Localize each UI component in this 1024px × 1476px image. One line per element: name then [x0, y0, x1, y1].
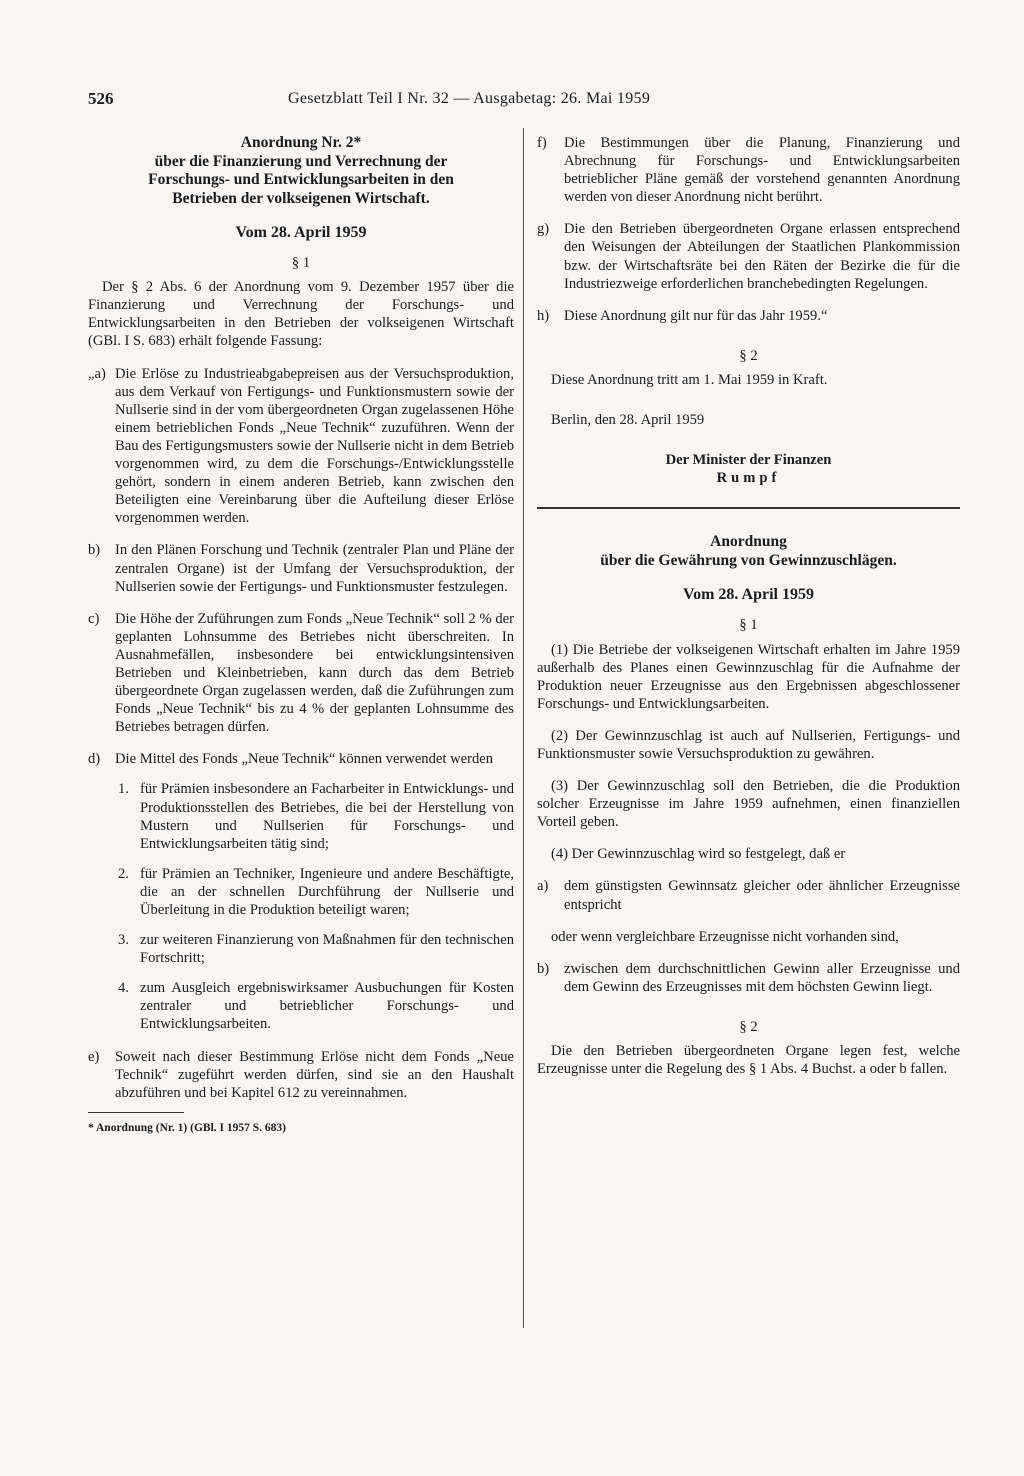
- title-line: über die Finanzierung und Verrechnung der: [154, 152, 448, 170]
- column-divider: [523, 128, 524, 1328]
- item-label: b): [88, 542, 101, 559]
- place-date: Berlin, den 28. April 1959: [551, 412, 705, 429]
- item-label: d): [88, 751, 101, 768]
- list-item: [88, 610, 514, 737]
- list-item: [537, 877, 960, 913]
- item-text: In den Plänen Forschung und Technik (zentraler Plan und Pläne der zentralen Organe) ist der Umfang der Versuchsproduktion, der Nullserien sowie der Fertigungs- und Funktionsmuster festzulegen.: [115, 542, 514, 595]
- item-label: c): [88, 610, 100, 627]
- intro-paragraph: Der § 2 Abs. 6 der Anordnung vom 9. Dezember 1957 über die Finanzierung und Verrechnung der Forschungs- und Entwicklungsarbeiten in den Betrieben der volkseigenen Wirtschaft (GBl. I S. 683) erhält folgende Fassung:: [88, 279, 514, 350]
- footnote: * Anordnung (Nr. 1) (GBl. I 1957 S. 683): [88, 1121, 286, 1134]
- list-item: [88, 541, 514, 595]
- item-text: Die Höhe der Zuführungen zum Fonds „Neue Technik“ soll 2 % der geplanten Lohnsumme des Betriebes nicht überschreiten. In Ausnahmefällen, insbesondere bei entwicklungsintensiven Betrieben und Kleinbetrieben, kann durch das dem Betrieb übergeordnete Organ zugelassen werden, daß die Zuführungen zum Fonds „Neue Technik“ bis zu 4 % der geplanten Lohnsumme des Betriebes betragen dürfen.: [115, 610, 514, 736]
- left-column: [88, 134, 514, 1137]
- sub-item: [88, 780, 514, 852]
- section-separator: [537, 507, 960, 509]
- item-label: a): [537, 878, 549, 895]
- list-item: [537, 134, 960, 206]
- paragraph: Die den Betrieben übergeordneten Organe legen fest, welche Erzeugnisse unter die Regelung des § 1 Abs. 4 Buchst. a oder b fallen.: [537, 1043, 960, 1078]
- item-label: h): [537, 307, 550, 324]
- sub-item-label: 4.: [118, 980, 129, 997]
- page-header: [88, 90, 960, 114]
- title-line: über die Gewährung von Gewinnzuschlägen.: [600, 551, 897, 569]
- list-item: [88, 750, 514, 768]
- sub-item-label: 2.: [118, 865, 129, 882]
- running-title: Gesetzblatt Teil I Nr. 32 — Ausgabetag: 26. Mai 1959: [288, 90, 651, 107]
- sub-item-label: 1.: [118, 781, 129, 798]
- ordinance-date-2: Vom 28. April 1959: [683, 586, 814, 604]
- sub-item-text: zur weiteren Finanzierung von Maßnahmen für den technischen Fortschritt;: [140, 932, 514, 967]
- footnote-rule: [88, 1112, 184, 1113]
- list-item: [537, 307, 960, 325]
- item-label: g): [537, 221, 550, 238]
- ordinance-title: [88, 134, 514, 208]
- item-text: zwischen dem durchschnittlichen Gewinn aller Erzeugnisse und dem Gewinn des Erzeugnisses mit dem höchsten Gewinn liegt.: [564, 960, 960, 995]
- paragraph: (4) Der Gewinnzuschlag wird so festgelegt, daß er: [551, 846, 846, 863]
- minister-title: Der Minister der Finanzen: [665, 452, 832, 469]
- item-text: Die den Betrieben übergeordneten Organe erlassen entsprechend den Weisungen der Abteilungen der Staatlichen Plankommission bzw. der Wirtschaftsräte bei den Räten der Bezirke die für die Industriezweige erforderlichen branchebedingten Regelungen.: [564, 221, 960, 292]
- sub-item: [88, 979, 514, 1033]
- item-label: b): [537, 960, 550, 977]
- sub-item-text: zum Ausgleich ergebniswirksamer Ausbuchungen für Kosten zentraler und betrieblicher Forschungs- und Entwicklungsarbeiten.: [140, 980, 514, 1033]
- sub-item-label: 3.: [118, 932, 129, 949]
- item-text: Die Bestimmungen über die Planung, Finanzierung und Abrechnung für Forschungs- und Entwicklungsarbeiten betrieblicher Pläne gemäß der vorstehend genannten Anordnung werden von dieser Anordnung nicht berührt.: [564, 135, 960, 206]
- list-item: [88, 365, 514, 528]
- item-text: Die Mittel des Fonds „Neue Technik“ können verwendet werden: [115, 751, 494, 768]
- right-column: [537, 134, 960, 1078]
- sub-item-text: für Prämien insbesondere an Facharbeiter in Entwicklungs- und Produktionsstellen des Betriebes, die bei der Herstellung von Mustern und Nullserien für Forschungs- und Entwicklungsarbeiten tätig sind;: [140, 781, 514, 852]
- title-line: Forschungs- und Entwicklungsarbeiten in den: [148, 171, 454, 188]
- page-number: 526: [88, 89, 114, 108]
- ordinance-date: Vom 28. April 1959: [235, 224, 367, 241]
- title-line: Betrieben der volkseigenen Wirtschaft.: [172, 189, 430, 207]
- section-heading: § 2: [739, 347, 758, 364]
- title-line: Anordnung Nr. 2*: [240, 134, 362, 151]
- paragraph: (1) Die Betriebe der volkseigenen Wirtschaft erhalten im Jahre 1959 außerhalb des Planes einen Gewinnzuschlag für die Aufnahme der Produktion neuer Erzeugnisse aus den Ergebnissen abgeschlossener Forschungs- und Entwicklungsarbeiten.: [537, 641, 960, 712]
- item-text: Soweit nach dieser Bestimmung Erlöse nicht dem Fonds „Neue Technik“ zugeführt werden dürfen, sind sie an den Haushalt abzuführen und bei Kapitel 612 zu vereinnahmen.: [115, 1048, 514, 1101]
- item-text: Diese Anordnung gilt nur für das Jahr 1959.“: [564, 307, 828, 324]
- sub-item-text: für Prämien an Techniker, Ingenieure und andere Beschäftigte, die an der schnellen Durchführung der Nullserie und Überleitung in die Produktion beteiligt waren;: [140, 865, 514, 918]
- paragraph: (3) Der Gewinnzuschlag soll den Betrieben, die die Produktion solcher Erzeugnisse im Jahre 1959 aufnehmen, einen finanziellen Vorteil geben.: [537, 778, 960, 831]
- item-label: „a): [88, 365, 106, 382]
- item-text: dem günstigsten Gewinnsatz gleicher oder ähnlicher Erzeugnisse entspricht: [564, 878, 960, 913]
- sub-item: [88, 865, 514, 919]
- ordinance-title-2: [537, 533, 960, 570]
- list-item: [537, 960, 960, 996]
- list-item: [88, 1048, 514, 1102]
- paragraph: oder wenn vergleichbare Erzeugnisse nicht vorhanden sind,: [551, 928, 899, 945]
- item-label: e): [88, 1048, 100, 1065]
- section-heading: § 1: [739, 617, 758, 634]
- sub-item: [88, 931, 514, 967]
- item-label: f): [537, 135, 547, 151]
- paragraph: (2) Der Gewinnzuschlag ist auch auf Nullserien, Fertigungs- und Funktionsmuster sowie Versuchsproduktion zu gewähren.: [537, 727, 960, 762]
- item-text: Die Erlöse zu Industrieabgabepreisen aus der Versuchsproduktion, aus dem Verkauf von Fertigungs- und Funktionsmustern sowie der Nullserie sind in der vom übergeordneten Organ zugelassenen Höhe einem betrieblichen Fonds „Neue Technik“ zuzuführen. Wenn der Bau des Fertigungsmusters sowie der Nullserie nicht in dem Betrieb vorgenommen wird, zu dem die Forschungs-/Entwicklungsstelle gehört, sondern in einem anderen Betrieb, kann zwischen den Beteiligten eine Vereinbarung über die Aufteilung dieser Erlöse vorgenommen werden.: [115, 365, 514, 527]
- section-heading: § 2: [739, 1018, 758, 1035]
- signatory-name: Rumpf: [716, 470, 781, 487]
- list-item: [537, 220, 960, 292]
- title-line: Anordnung: [710, 533, 787, 551]
- section-heading: § 1: [291, 255, 311, 272]
- in-force-clause: Diese Anordnung tritt am 1. Mai 1959 in Kraft.: [551, 371, 828, 388]
